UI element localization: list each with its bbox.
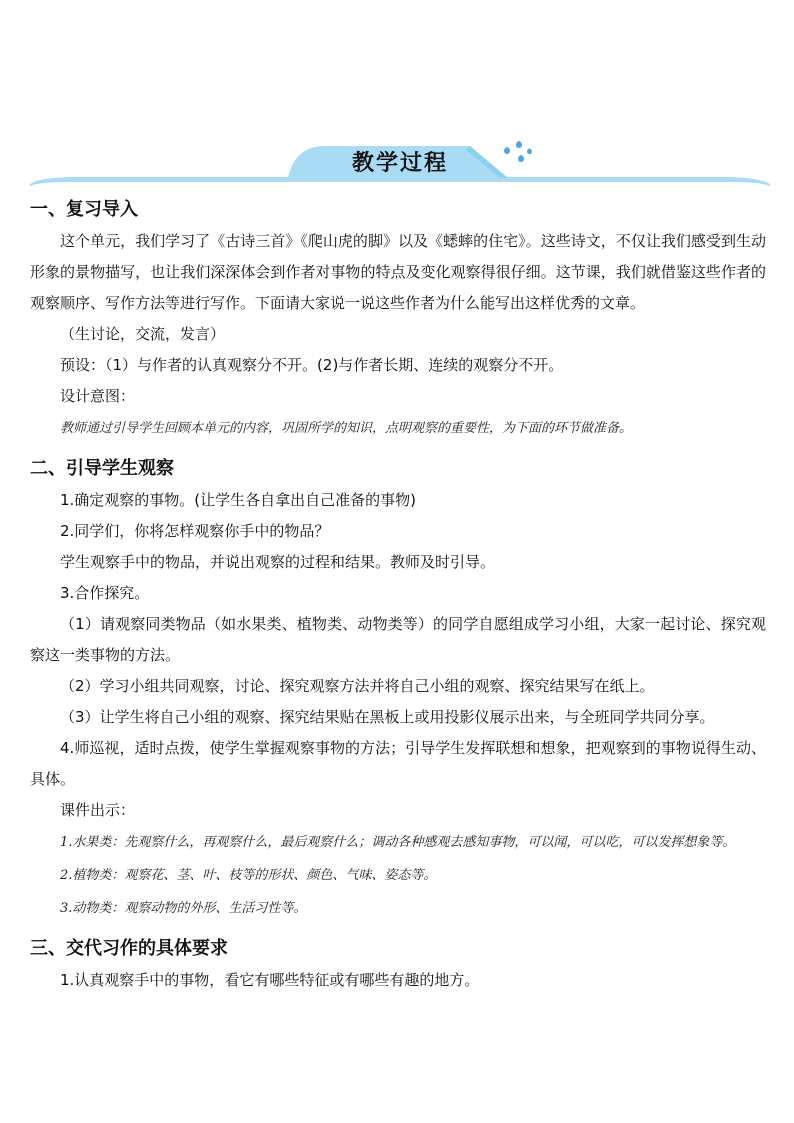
paragraph: 预设：（1）与作者的认真观察分不开。(2)与作者长期、连续的观察分不开。	[60, 356, 564, 374]
courseware-item: 3.动物类：观察动物的外形、生活习性等。	[60, 901, 307, 916]
banner-title: 教学过程	[351, 151, 448, 176]
courseware-item: 2.植物类：观察花、茎、叶、枝等的形状、颜色、气味、姿态等。	[60, 868, 437, 883]
paragraph: 1.认真观察手中的事物，看它有哪些特征或有哪些有趣的地方。	[60, 971, 480, 989]
design-note: 教师通过引导学生回顾本单元的内容，巩固所学的知识，点明观察的重要性，为下面的环节做准备。	[60, 421, 633, 436]
paragraph: 1.确定观察的事物。(让学生各自拿出自己准备的事物)	[60, 491, 417, 509]
paragraph: 这个单元，我们学习了《古诗三首》《爬山虎的脚》以及《蟋蟀的住宅》。这些诗文，不仅让我们感受到生动形象的景物描写，也让我们深深体会到作者对事物的特点及变化观察得很仔细。这节课，我们就借鉴这些作者的观察顺序、写作方法等进行写作。下面请大家说一说这些作者为什么能写出这样优秀的文章。	[30, 232, 766, 312]
paragraph: 2.同学们，你将怎样观察你手中的物品？	[60, 522, 330, 540]
paragraph: 学生观察手中的物品，并说出观察的过程和结果。教师及时引导。	[60, 553, 496, 571]
paragraph: 3.合作探究。	[60, 584, 150, 602]
courseware-item: 1.水果类：先观察什么，再观察什么，最后观察什么；调动各种感观去感知事物，可以闻，可以吃，可以发挥想象等。	[60, 835, 736, 850]
paragraph: （2）学习小组共同观察，讨论、探究观察方法并将自己小组的观察、探究结果写在纸上。	[60, 677, 655, 695]
section-banner	[30, 140, 770, 190]
paragraph: （1）请观察同类物品（如水果类、植物类、动物类等）的同学自愿组成学习小组，大家一起讨论、探究观察这一类事物的方法。	[30, 615, 766, 664]
paragraph: 设计意图：	[60, 387, 136, 405]
paragraph: 4.师巡视，适时点拨，使学生掌握观察事物的方法；引导学生发挥联想和想象，把观察到的事物说得生动、具体。	[30, 739, 766, 788]
paragraph: （生讨论，交流，发言）	[60, 325, 226, 343]
paragraph: 课件出示：	[60, 801, 136, 819]
section-heading-review: 一、复习导入	[30, 199, 138, 220]
lesson-content	[30, 192, 766, 996]
section-heading-observe: 二、引导学生观察	[30, 458, 174, 479]
paragraph: （3）让学生将自己小组的观察、探究结果贴在黑板上或用投影仪展示出来，与全班同学共同分享。	[60, 708, 715, 726]
section-heading-requirements: 三、交代习作的具体要求	[30, 938, 228, 959]
